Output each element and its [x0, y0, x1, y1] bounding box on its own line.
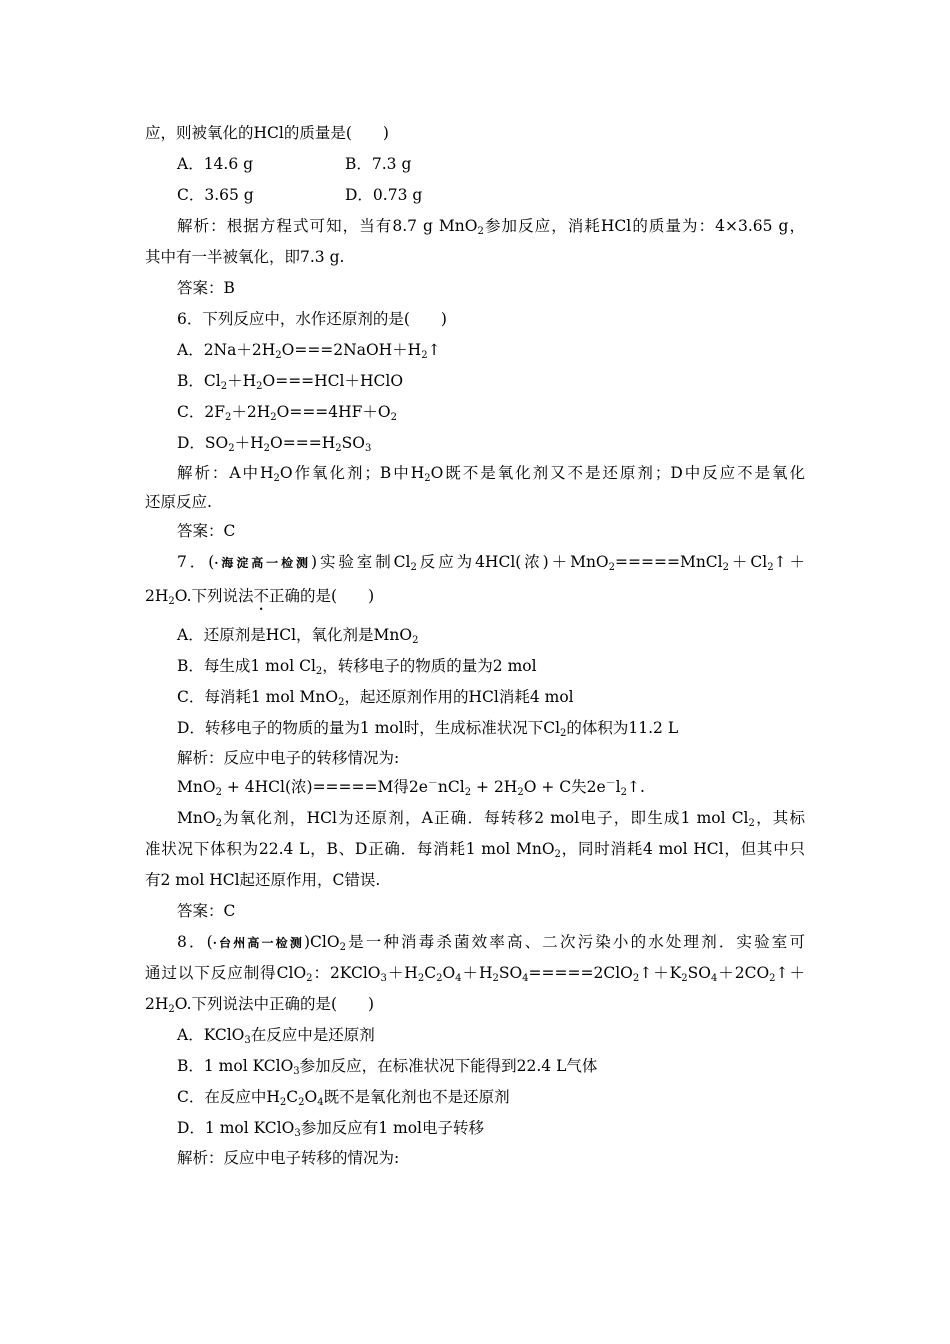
question-8-option-c: C．在反应中$H_2C_2O_4$既不是氧化剂也不是还原剂	[177, 1088, 510, 1108]
question-8-option-a: A．KClO$_3$在反应中是还原剂	[177, 1026, 375, 1046]
option-a: A．14.6 g	[177, 155, 254, 173]
question-7-electron-transfer: MnO$_2$ + 4HCl(浓)=====M得$2e^-nCl_2 + 2H_2O + C$失$2e^-l_2↑$.	[177, 777, 645, 798]
question-6-option-c: C．$2F_2+2H_2O===4HF+O_2$	[177, 403, 398, 423]
question-5-options-ab	[177, 154, 805, 174]
question-8-option-b: B．1 mol KClO$_3$参加反应，在标准状况下能得到22.4 L气体	[177, 1057, 598, 1077]
question-8-option-d: D．1 mol KClO$_3$参加反应有1 mol电子转移	[177, 1119, 484, 1139]
option-c: C．3.65 g	[177, 186, 254, 204]
question-7-stem-cont: $2H_2O$.下列说法不正确的是( )	[145, 587, 375, 607]
question-7-analysis-3: 准状况下体积为22.4 L，B、D正确．每消耗1 mol MnO$_2$，同时消耗4 mol HCl，但其中只	[145, 840, 805, 860]
question-6-stem: 6．下列反应中，水作还原剂的是( )	[177, 310, 447, 328]
question-6-analysis-cont: 还原反应.	[145, 493, 212, 511]
question-6-analysis: 解析：A中$H_2O$作氧化剂；B中$H_2O$既不是氧化剂又不是还原剂；D中反应不是氧化	[177, 464, 806, 484]
source-tag: ·台州高一检测	[212, 936, 304, 950]
question-8-stem: 8．(·台州高一检测)ClO$_2$是一种消毒杀菌效率高、二次污染小的水处理剂．实验室可	[177, 933, 805, 953]
question-6-option-a: A．$2Na+2H_2O===2NaOH+H_2↑$	[177, 341, 441, 361]
question-8-stem-cont: 通过以下反应制得ClO$_2$：$2KClO_3+H_2C_2O_4+H_2SO_4=====2ClO_2↑+K_2SO_4+2CO_2↑+$	[145, 964, 805, 984]
question-5-answer: 答案：B	[177, 279, 235, 297]
question-5-stem-end: 应，则被氧化的HCl的质量是( )	[145, 124, 389, 142]
question-6-option-b: B．$Cl_2+H_2O===HCl+HClO$	[177, 372, 404, 392]
question-7-option-d: D．转移电子的物质的量为1 mol时，生成标准状况下$Cl_2$的体积为11.2 L	[177, 719, 679, 739]
option-b: B．7.3 g	[345, 155, 412, 173]
question-7-option-c: C．每消耗1 mol MnO$_2$，起还原剂作用的HCl消耗4 mol	[177, 688, 574, 708]
question-7-analysis: 解析：反应中电子的转移情况为:	[177, 749, 400, 767]
emphasis-not: 不	[253, 587, 270, 605]
question-6-answer: 答案：C	[177, 522, 236, 540]
question-7-analysis-4: 有2 mol HCl起还原作用，C错误.	[145, 871, 381, 889]
question-7-stem: 7．(·海淀高一检测)实验室制$Cl_2$反应为4HCl(浓)$+MnO_2=====MnCl_2+Cl_2↑+$	[177, 553, 805, 573]
source-tag: ·海淀高一检测	[214, 556, 311, 570]
question-6-option-d: D．$SO_2+H_2O===H_2SO_3$	[177, 434, 372, 454]
option-d: D．0.73 g	[345, 186, 423, 204]
question-5-options-cd	[177, 185, 805, 205]
question-8-analysis: 解析：反应中电子转移的情况为:	[177, 1149, 400, 1167]
question-7-answer: 答案：C	[177, 902, 236, 920]
question-7-option-b: B．每生成1 mol $Cl_2$，转移电子的物质的量为2 mol	[177, 657, 537, 677]
question-8-stem-end: $2H_2O$.下列说法中正确的是( )	[145, 995, 375, 1015]
question-5-analysis: 解析：根据方程式可知，当有8.7 g MnO$_2$参加反应，消耗HCl的质量为：4×3.65 g，	[177, 217, 805, 237]
question-7-option-a: A．还原剂是HCl，氧化剂是MnO$_2$	[177, 626, 419, 646]
question-5-analysis-cont: 其中有一半被氧化，即7.3 g.	[145, 248, 345, 266]
question-7-analysis-2: MnO$_2$为氧化剂，HCl为还原剂，A正确．每转移2 mol电子，即生成1 mol $Cl_2$，其标	[177, 809, 805, 829]
